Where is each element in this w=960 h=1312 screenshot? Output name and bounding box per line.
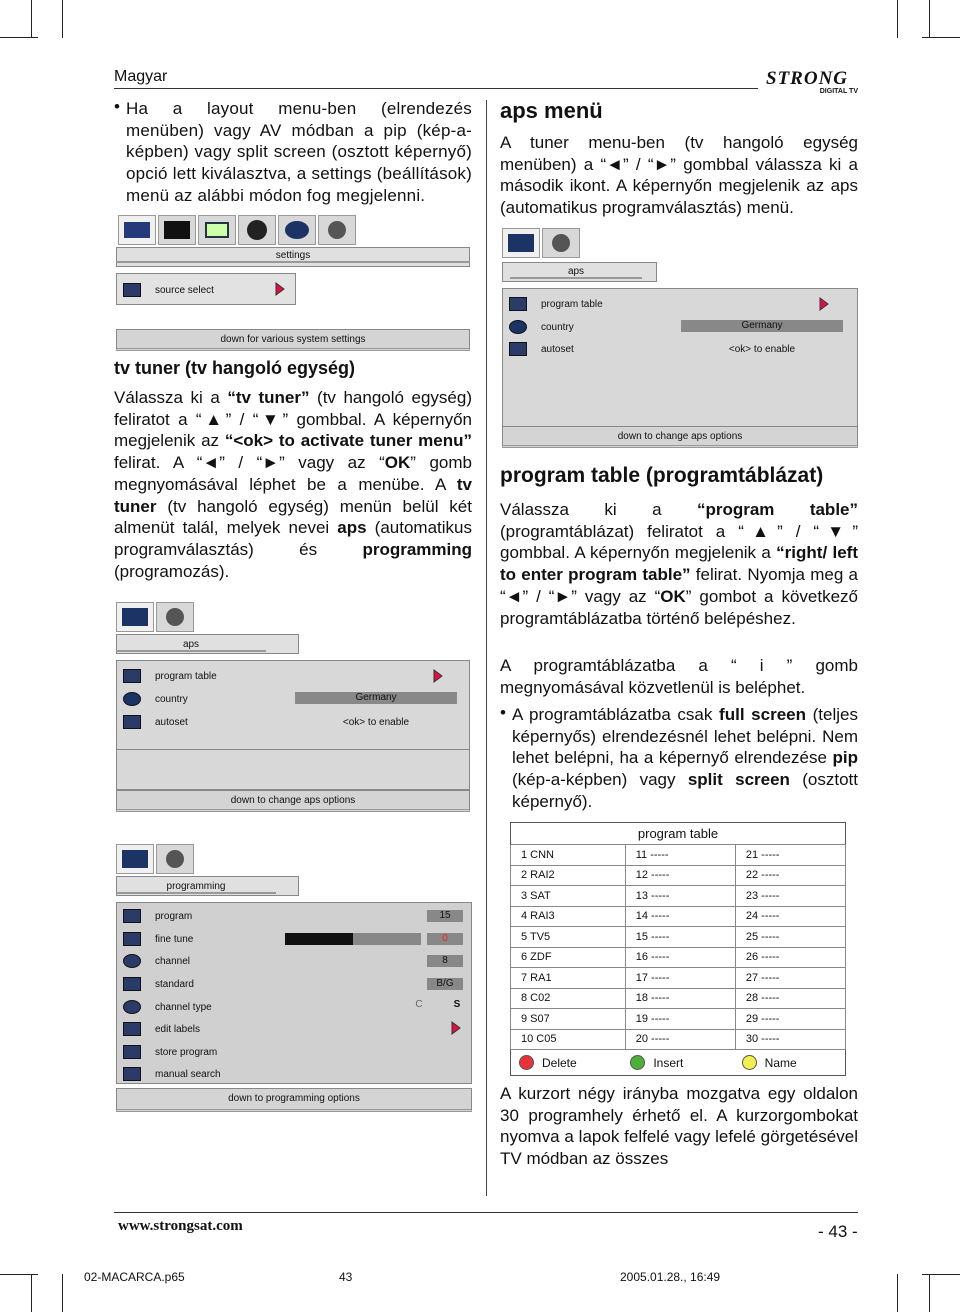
col1-bullet-text: Ha a layout menu-ben (elrendezés menüben) vagy AV módban a pip (kép-a-képben) vagy split screen (osztott képernyő) opció lett kiválasztva, a settings (beállítások) menü az alábbi módon fog megjelenni. xyxy=(126,99,472,205)
osd-aps-right-panel xyxy=(502,288,858,438)
right-arrow-icon xyxy=(275,282,285,296)
table-cell: 9 S07 xyxy=(511,1009,626,1030)
brand-logo xyxy=(766,68,858,100)
osd-programming-hint: down to programming options xyxy=(116,1088,472,1112)
row-label: source select xyxy=(155,284,214,296)
col1-tvtuner-text xyxy=(114,387,472,582)
heading-program-table: program table (programtáblázat) xyxy=(500,464,824,487)
text-run: ” gombot a következő programtáblázatba történő belépéshez. xyxy=(500,586,858,628)
table-cell: 23 ----- xyxy=(735,886,845,907)
row-manual-search[interactable]: manual search xyxy=(117,1063,471,1085)
fine-tune-fill xyxy=(285,933,353,945)
legend-delete-button[interactable] xyxy=(511,1055,622,1070)
table-row[interactable] xyxy=(511,865,846,886)
table-cell: 12 ----- xyxy=(625,865,735,886)
table-cell: 15 ----- xyxy=(625,927,735,948)
text-run: (tv hangoló egység) feliratot a “▲” / “▼” gombbal. A képernyőn megjelenik az xyxy=(114,388,472,451)
program-table-grid xyxy=(510,844,846,1050)
table-cell: 27 ----- xyxy=(735,968,845,989)
table-cell: 25 ----- xyxy=(735,927,845,948)
bullet-dot: • xyxy=(500,703,506,722)
row-autoset[interactable]: autoset xyxy=(503,338,857,360)
table-cell: 5 TV5 xyxy=(511,927,626,948)
color-key-icon xyxy=(519,1055,534,1070)
row-edit-labels[interactable]: edit labels xyxy=(117,1018,471,1040)
table-cell: 22 ----- xyxy=(735,865,845,886)
table-cell: 26 ----- xyxy=(735,947,845,968)
row-source-select[interactable] xyxy=(117,279,295,301)
row-program-table[interactable]: program table xyxy=(503,293,857,315)
table-cell: 11 ----- xyxy=(625,845,735,866)
table-row[interactable] xyxy=(511,886,846,907)
footer-rule xyxy=(114,1212,858,1213)
heading-tv-tuner: tv tuner (tv hangoló egység) xyxy=(114,358,356,378)
table-cell: 10 C05 xyxy=(511,1029,626,1050)
row-country[interactable]: country xyxy=(503,316,857,338)
footer-timestamp: 2005.01.28., 16:49 xyxy=(620,1270,721,1284)
bold-text: “right/ left to enter program table” xyxy=(500,543,858,585)
osd-settings-panel xyxy=(116,273,296,305)
text-run: (automatikus programválasztás) és xyxy=(114,518,472,559)
osd-aps-small-hint: down to change aps options xyxy=(116,790,470,812)
program-table-title: program table xyxy=(510,822,846,844)
table-cell: 7 RA1 xyxy=(511,968,626,989)
right-arrow-icon xyxy=(433,669,443,683)
table-cell: 14 ----- xyxy=(625,906,735,927)
col2-aps-text: A tuner menu-ben (tv hangoló egység menüben) a “◄” / “►” gombbal válassza ki a második ikont. A képernyőn megjelenik az aps (automatikus programválasztás) menü. xyxy=(500,133,858,218)
program-table-legend xyxy=(510,1050,846,1076)
osd-programming-panel xyxy=(116,902,472,1084)
row-store-program[interactable]: store program xyxy=(117,1041,471,1063)
heading-aps-menu: aps menü xyxy=(500,98,603,123)
table-cell: 3 SAT xyxy=(511,886,626,907)
tab-programming-icon[interactable] xyxy=(116,844,154,874)
row-program[interactable]: program xyxy=(117,905,471,927)
tab-aps-icon[interactable] xyxy=(542,228,580,258)
table-cell: 24 ----- xyxy=(735,906,845,927)
tab-colors-icon[interactable] xyxy=(278,215,316,245)
table-row[interactable] xyxy=(511,988,846,1009)
autoset-value: <ok> to enable xyxy=(342,717,410,728)
text-run: (programozás). xyxy=(114,561,230,581)
legend-label: Insert xyxy=(653,1055,684,1070)
language-label: Magyar xyxy=(114,68,168,85)
brand-logo-text: STRONG xyxy=(766,68,849,89)
tab-screen-icon[interactable] xyxy=(158,215,196,245)
osd-programming-title: programming xyxy=(116,881,276,894)
col2-pt-text2: A programtáblázatba a “ i ” gomb megnyomásával közvetlenül is beléphet. xyxy=(500,656,858,697)
program-table xyxy=(510,822,846,1076)
text-run: ” gomb megnyomásával léphet be a menübe. A xyxy=(114,453,472,494)
bold-text: aps xyxy=(337,518,367,538)
table-cell: 1 CNN xyxy=(511,845,626,866)
osd-aps-right xyxy=(500,228,858,450)
program-value: 15 xyxy=(427,910,463,922)
bold-text: programming xyxy=(362,539,472,559)
table-cell: 30 ----- xyxy=(735,1029,845,1050)
table-cell: 16 ----- xyxy=(625,947,735,968)
channel-value: 8 xyxy=(427,955,463,967)
row-standard[interactable]: standard xyxy=(117,973,471,995)
text-run: felirat. A “◄” / “►” vagy az “ xyxy=(114,453,385,473)
text-run: (teljes képernyős) elrendezésnél lehet belépni. Nem lehet belépni, ha a képernyő elrendezése xyxy=(512,705,858,768)
table-cell: 19 ----- xyxy=(625,1009,735,1030)
osd-settings xyxy=(116,215,470,350)
bold-text: “program table” xyxy=(696,500,858,519)
text-run: Válassza ki a xyxy=(114,388,228,407)
col2-bullet-text xyxy=(512,704,858,813)
tab-programming-icon[interactable] xyxy=(502,228,540,258)
osd-aps-right-title: aps xyxy=(510,266,642,279)
osd-programming xyxy=(116,844,472,1114)
bold-text: “<ok> to activate tuner menu” xyxy=(224,431,472,451)
bold-text: split screen xyxy=(687,770,790,790)
table-cell: 29 ----- xyxy=(735,1009,845,1030)
page-number: - 43 - xyxy=(818,1222,858,1241)
footer-file-page: 43 xyxy=(339,1270,353,1284)
legend-label: Delete xyxy=(542,1055,577,1070)
osd-settings-title: settings xyxy=(116,250,470,263)
legend-insert-button[interactable] xyxy=(622,1055,733,1070)
bold-text: full screen xyxy=(719,705,806,724)
row-channel-type[interactable]: channel type xyxy=(117,996,471,1018)
table-cell: 13 ----- xyxy=(625,886,735,907)
col2-pt-text xyxy=(500,499,858,629)
text-run: Válassza ki a xyxy=(500,500,697,519)
row-fine-tune[interactable]: fine tune xyxy=(117,928,471,950)
color-key-icon xyxy=(630,1055,645,1070)
osd-aps-small-title: aps xyxy=(116,639,266,652)
footer-file: 02-MACARCA.p65 xyxy=(84,1270,185,1284)
bold-text: pip xyxy=(832,748,858,768)
osd-aps-right-hint: down to change aps options xyxy=(502,426,858,448)
bold-text: “tv tuner” xyxy=(227,388,310,407)
text-run: (osztott képernyő). xyxy=(512,770,858,811)
text-run: felirat. Nyomja meg a “◄” / “►” vagy az “ xyxy=(500,565,859,606)
text-run: A programtáblázatba csak xyxy=(512,705,720,724)
table-row[interactable] xyxy=(511,1029,846,1050)
tab-satellite-icon[interactable] xyxy=(318,215,356,245)
osd-settings-hint: down for various system settings xyxy=(116,329,470,351)
tab-aps-icon[interactable] xyxy=(156,844,194,874)
fine-tune-value: 0 xyxy=(427,933,463,945)
tab-programming-icon[interactable] xyxy=(116,602,154,632)
osd-settings-tabs xyxy=(118,215,356,245)
header-rule xyxy=(114,88,758,89)
tab-move-icon[interactable] xyxy=(198,215,236,245)
fine-tune-track xyxy=(285,933,421,945)
table-row[interactable] xyxy=(511,927,846,948)
text-run: (tv hangoló egység) menün belül két almenüt talál, melyek nevei xyxy=(114,496,472,538)
table-cell: 2 RAI2 xyxy=(511,865,626,886)
bold-text: OK xyxy=(384,453,411,473)
osd-aps-small-area xyxy=(116,750,470,790)
table-cell: 20 ----- xyxy=(625,1029,735,1050)
table-cell: 28 ----- xyxy=(735,988,845,1009)
bullet-dot: • xyxy=(114,97,120,116)
autoset-value: <ok> to enable xyxy=(728,344,796,355)
channel-type-s: S xyxy=(453,999,461,1010)
col2-end-text: A kurzort négy irányba mozgatva egy oldalon 30 programhely érhető el. A kurzorgombokat nyomva a lapok felfelé vagy lefelé görgetésével TV módban az összes xyxy=(500,1084,858,1169)
osd-aps-small-panel xyxy=(116,660,470,750)
text-run: (programtáblázat) feliratot a “▲” / “▼” gombbal. A képernyőn megjelenik a xyxy=(500,521,858,563)
table-cell: 8 C02 xyxy=(511,988,626,1009)
table-row[interactable] xyxy=(511,906,846,927)
table-row[interactable] xyxy=(511,1009,846,1030)
tab-aps-icon[interactable] xyxy=(156,602,194,632)
table-cell: 21 ----- xyxy=(735,845,845,866)
source-icon xyxy=(123,283,141,297)
table-cell: 4 RAI3 xyxy=(511,906,626,927)
country-value: Germany xyxy=(681,320,843,332)
tab-layout-icon[interactable] xyxy=(118,215,156,245)
footer-website[interactable]: www.strongsat.com xyxy=(118,1218,243,1234)
table-row[interactable] xyxy=(511,968,846,989)
row-program-table[interactable]: program table xyxy=(117,665,469,687)
tab-speaker-icon[interactable] xyxy=(238,215,276,245)
osd-aps-small xyxy=(116,602,470,812)
table-row[interactable] xyxy=(511,845,846,866)
row-channel[interactable]: channel xyxy=(117,950,471,972)
right-arrow-icon xyxy=(819,297,829,311)
table-cell: 6 ZDF xyxy=(511,947,626,968)
table-cell: 18 ----- xyxy=(625,988,735,1009)
right-arrow-icon xyxy=(451,1021,461,1035)
bold-text: OK xyxy=(660,586,686,606)
column-divider xyxy=(486,100,487,1196)
row-country[interactable]: country xyxy=(117,688,469,710)
brand-logo-sub: DIGITAL TV xyxy=(819,88,858,95)
legend-label: Name xyxy=(764,1055,797,1070)
text-run: (kép-a-képben) vagy xyxy=(512,770,688,790)
table-cell: 17 ----- xyxy=(625,968,735,989)
bold-text: tv tuner xyxy=(114,474,472,516)
color-key-icon xyxy=(742,1055,757,1070)
table-row[interactable] xyxy=(511,947,846,968)
country-value: Germany xyxy=(295,692,457,704)
channel-type-c: C xyxy=(415,999,423,1010)
legend-name-button[interactable] xyxy=(734,1055,845,1070)
standard-value: B/G xyxy=(427,978,463,990)
row-autoset[interactable]: autoset xyxy=(117,711,469,733)
